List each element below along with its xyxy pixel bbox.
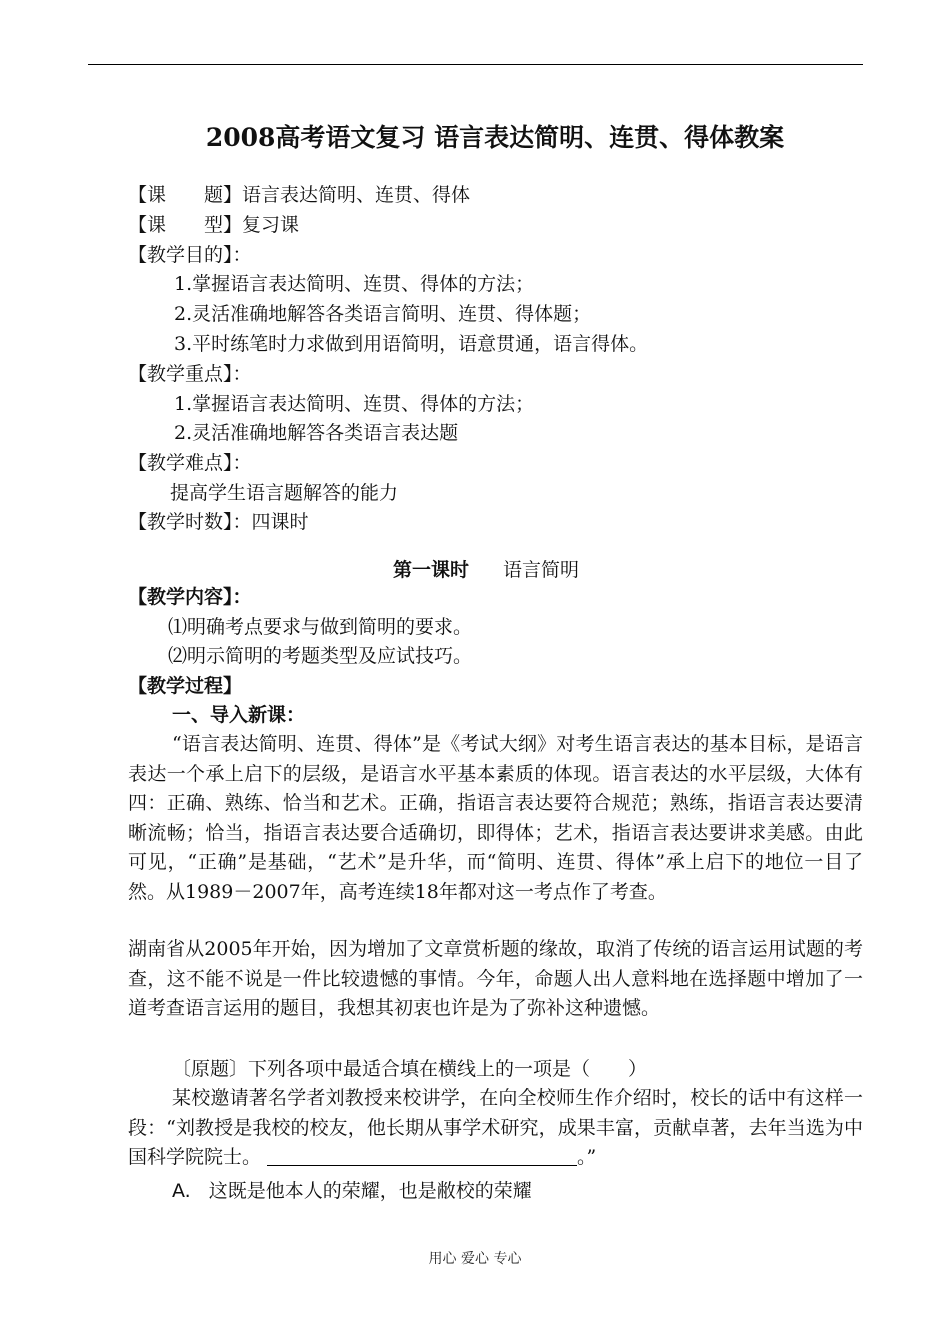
content-label: 【教学内容】： [128, 586, 252, 608]
lesson-heading [393, 561, 579, 580]
answer-blank [267, 1146, 577, 1166]
process-label: 【教学过程】 [128, 675, 243, 697]
option-a [172, 1182, 532, 1201]
question-body-text: 某校邀请著名学者刘教授来校讲学，在向全校师生作介绍时，校长的话中有这样一段：“刘教授是我校的校友，他长期从事学术研究，成果丰富，贡献卓著，去年当选为中国科学院院士。 [128, 1087, 863, 1168]
objective-item: 1.掌握语言表达简明、连贯、得体的方法； [174, 273, 535, 295]
lesson-heading-bold: 第一课时 [393, 559, 470, 581]
type-value: 复习课 [242, 214, 300, 236]
content-item: ⑵明示简明的考题类型及应试技巧。 [168, 645, 473, 667]
page-footer: 用心 爱心 专心 [428, 1251, 522, 1267]
difficulty-text: 提高学生语言题解答的能力 [170, 482, 399, 504]
hours-label: 【教学时数】： [128, 511, 252, 533]
hours-row [128, 513, 309, 532]
hours-value: 四课时 [251, 511, 309, 533]
lesson-heading-normal: 语言简明 [503, 559, 580, 581]
type-label: 【课 型】 [128, 214, 243, 236]
keypoint-item: 2.灵活准确地解答各类语言表达题 [174, 422, 459, 444]
keypoint-item: 1.掌握语言表达简明、连贯、得体的方法； [174, 393, 535, 415]
hunan-paragraph: 湖南省从2005年开始，因为增加了文章赏析题的缘故，取消了传统的语言运用试题的考查，这不能不说是一件比较遗憾的事情。今年，命题人出人意料地在选择题中增加了一道考查语言运用的题目，我想其初衷也许是为了弥补这种遗憾。 [128, 938, 863, 1019]
option-a-text: 这既是他本人的荣耀，也是敝校的荣耀 [208, 1180, 532, 1202]
topic-row [128, 186, 470, 205]
question-body-end: 。” [577, 1146, 597, 1168]
intro-paragraph: “语言表达简明、连贯、得体”是《考试大纲》对考生语言表达的基本目标，是语言表达一个承上启下的层级，是语言水平基本素质的体现。语言表达的水平层级，大体有四：正确、熟练、恰当和艺术。正确，指语言表达要符合规范；熟练，指语言表达要清晰流畅；恰当，指语言表达要合适确切，即得体；艺术，指语言表达要讲求美感。由此可见，“正确”是基础，“艺术”是升华，而“简明、连贯、得体”承上启下的地位一目了然。从1989－2007年，高考连续18年都对这一考点作了考查。 [128, 733, 863, 903]
top-rule [88, 64, 863, 65]
objective-item: 2.灵活准确地解答各类语言简明、连贯、得体题； [174, 303, 592, 325]
content-item: ⑴明确考点要求与做到简明的要求。 [168, 616, 473, 638]
section-heading: 一、导入新课： [172, 704, 306, 726]
keypoints-label: 【教学重点】： [128, 363, 252, 385]
difficulty-label: 【教学难点】： [128, 452, 252, 474]
option-a-letter: A. [172, 1180, 191, 1202]
topic-label: 【课 题】 [128, 184, 243, 206]
topic-value: 语言表达简明、连贯、得体 [242, 184, 471, 206]
question-stem: 〔原题〕下列各项中最适合填在横线上的一项是（ ） [172, 1058, 648, 1080]
page-title: 2008高考语文复习 语言表达简明、连贯、得体教案 [205, 123, 785, 152]
objectives-label: 【教学目的】： [128, 244, 252, 266]
objective-item: 3.平时练笔时力求做到用语简明，语意贯通，语言得体。 [174, 333, 649, 355]
type-row [128, 216, 299, 235]
question-body [128, 1084, 863, 1173]
